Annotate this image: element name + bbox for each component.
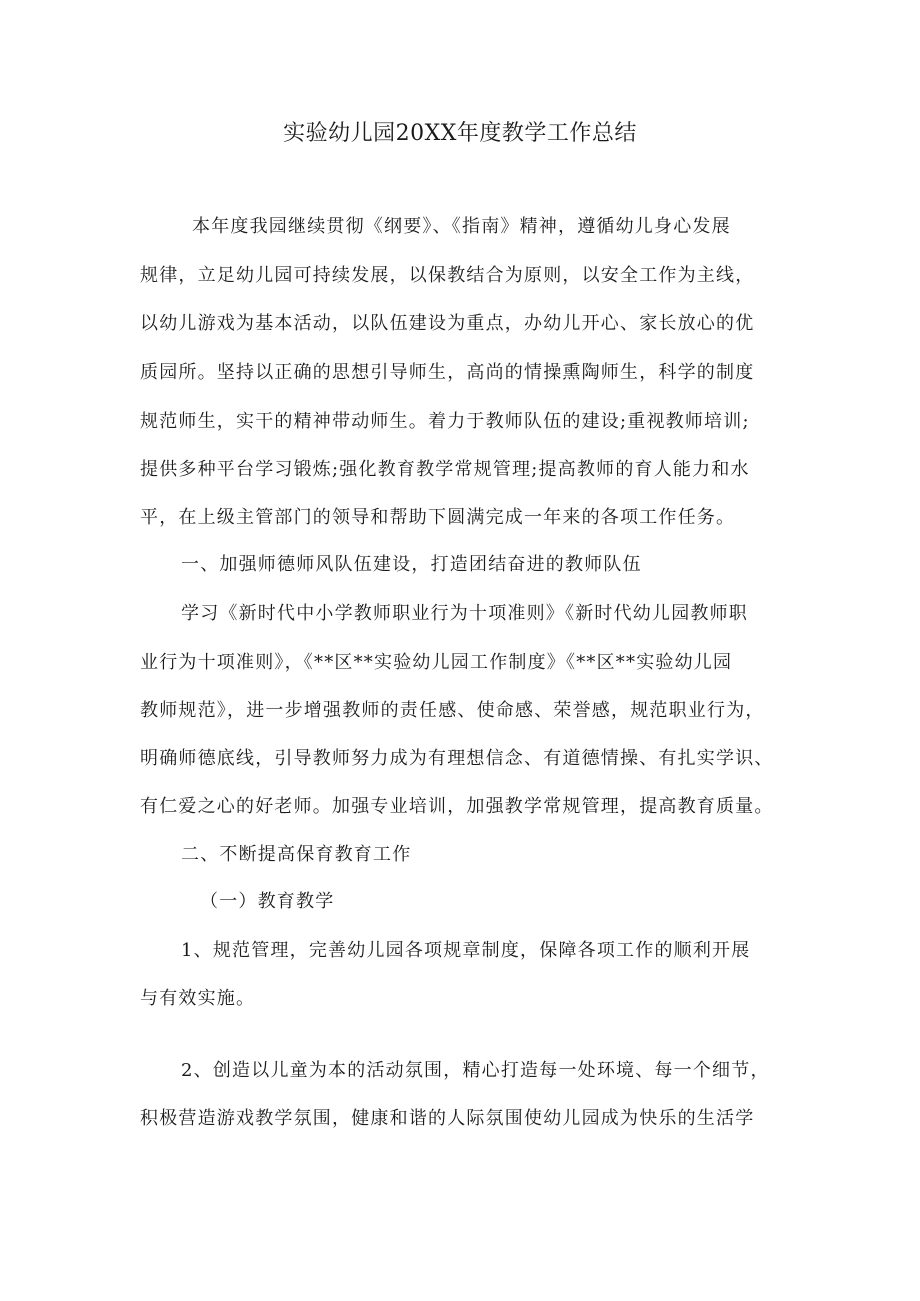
intro-line-3: 以幼儿游戏为基本活动，以队伍建设为重点，办幼儿开心、家长放心的优 <box>140 313 755 334</box>
intro-line-6: 提供多种平台学习锻炼;强化教育教学常规管理;提高教师的育人能力和水 <box>140 459 750 480</box>
intro-line-7: 平，在上级主管部门的领导和帮助下圆满完成一年来的各项工作任务。 <box>140 507 736 528</box>
item-2-line-1: 2、创造以儿童为本的活动氛围，精心打造每一处环境、每一个细节， <box>181 1060 770 1081</box>
item-1-line-2: 与有效实施。 <box>140 988 256 1009</box>
item-1-line-1: 1、规范管理，完善幼儿园各项规章制度，保障各项工作的顺利开展 <box>181 940 751 961</box>
section1-line-4: 明确师德底线，引导教师努力成为有理想信念、有道德情操、有扎实学识、 <box>140 748 774 769</box>
document-title: 实验幼儿园20XX年度教学工作总结 <box>283 121 637 146</box>
item-2-line-2: 积极营造游戏教学氛围，健康和谐的人际氛围使幼儿园成为快乐的生活学 <box>140 1108 755 1129</box>
section1-line-2: 业行为十项准则》，《**区**实验幼儿园工作制度》《**区**实验幼儿园 <box>140 652 733 673</box>
intro-line-4: 质园所。坚持以正确的思想引导师生，高尚的情操熏陶师生，科学的制度 <box>140 362 755 383</box>
intro-line-1: 本年度我园继续贯彻《纲要》、《指南》精神，遵循幼儿身心发展 <box>192 216 731 237</box>
section-heading-2: 二、不断提高保育教育工作 <box>181 844 412 865</box>
intro-line-5: 规范师生，实干的精神带动师生。着力于教师队伍的建设;重视教师培训; <box>140 411 750 432</box>
subheading-education: （一）教育教学 <box>200 891 335 912</box>
section1-line-1: 学习《新时代中小学教师职业行为十项准则》《新时代幼儿园教师职 <box>181 603 748 624</box>
section-heading-1: 一、加强师德师风队伍建设，打造团结奋进的教师队伍 <box>181 554 642 575</box>
section1-line-5: 有仁爱之心的好老师。加强专业培训，加强教学常规管理，提高教育质量。 <box>140 796 774 817</box>
section1-line-3: 教师规范》，进一步增强教师的责任感、使命感、荣誉感，规范职业行为， <box>140 700 765 721</box>
intro-line-2: 规律，立足幼儿园可持续发展，以保教结合为原则，以安全工作为主线， <box>140 265 755 286</box>
